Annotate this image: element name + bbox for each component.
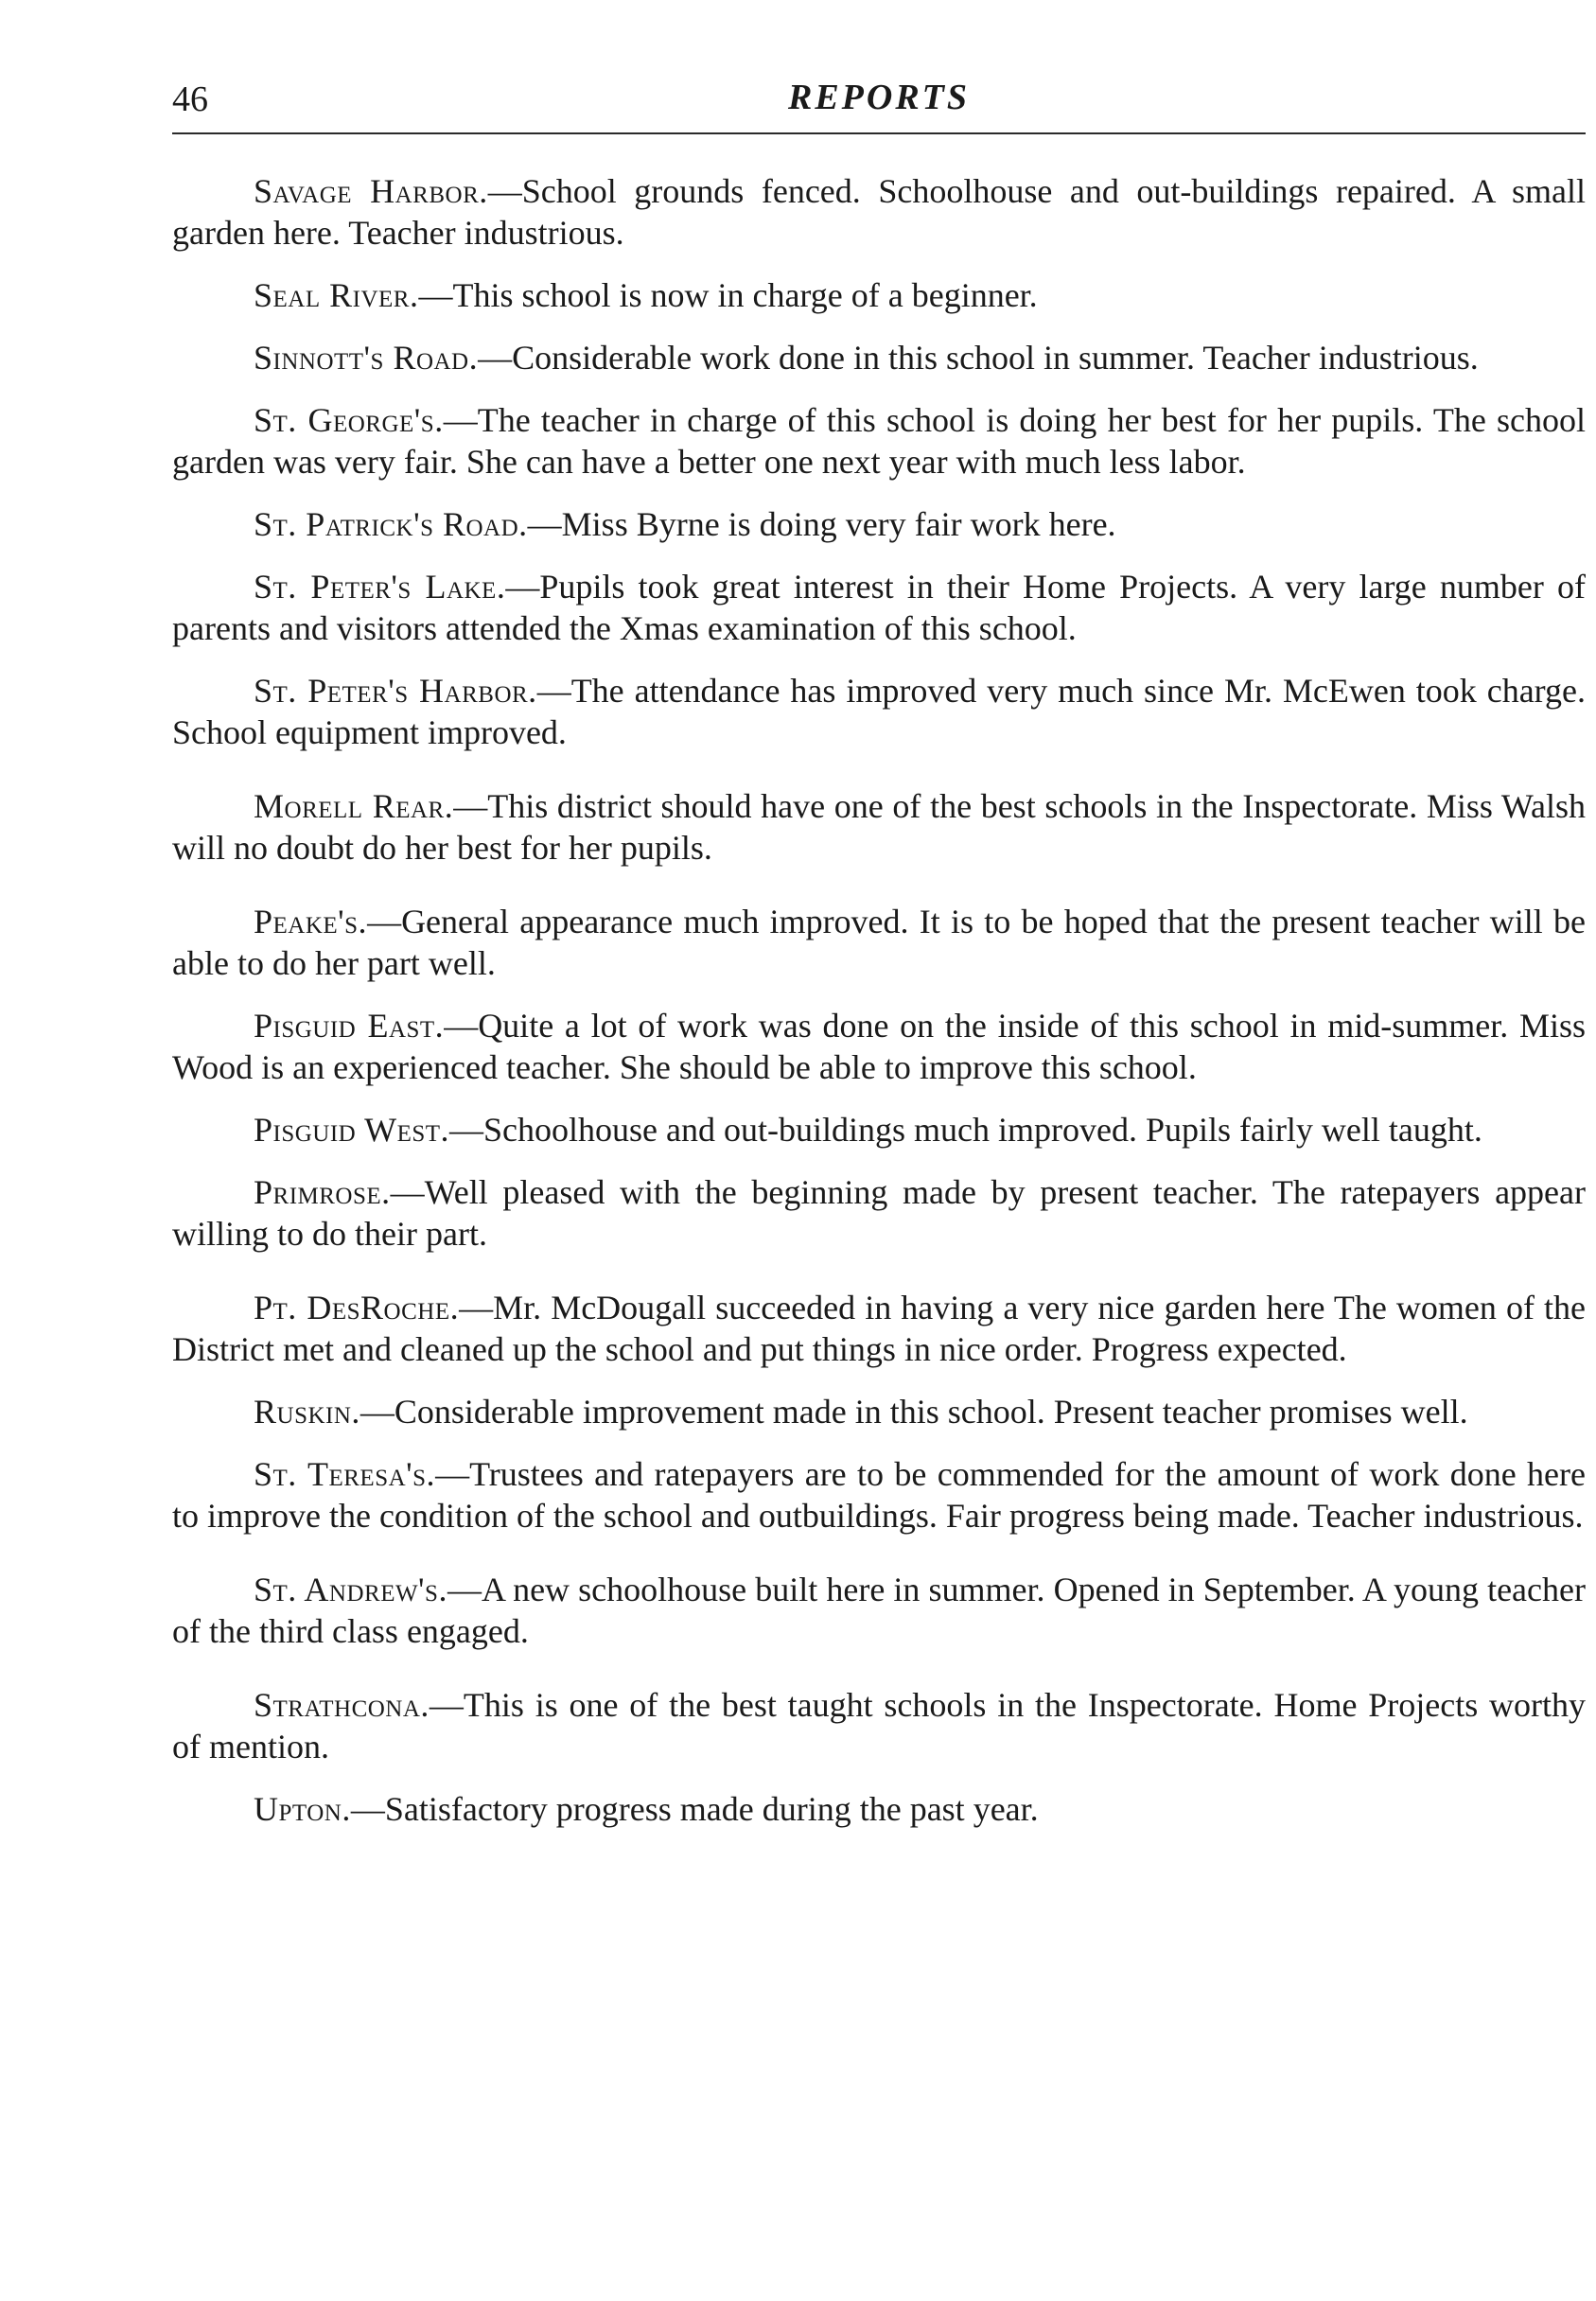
report-entry xyxy=(172,1788,1586,1830)
report-entry xyxy=(172,670,1586,753)
report-text: —Trustees and ratepayers are to be commended for the amount of work done here to improve the condition of the school and outbuildings. Fair progress being made. Teacher industrious. xyxy=(172,1455,1586,1535)
report-entry xyxy=(172,337,1586,378)
report-entry xyxy=(172,1569,1586,1652)
report-entry xyxy=(172,1171,1586,1255)
report-text: —Schoolhouse and out-buildings much improved. Pupils fairly well taught. xyxy=(449,1111,1482,1149)
school-name: Peake's. xyxy=(254,903,368,940)
school-name: Savage Harbor. xyxy=(254,172,488,210)
school-name: Pt. DesRoche. xyxy=(254,1289,460,1326)
report-text: —General appearance much improved. It is to be hoped that the present teacher will be able to do her part well. xyxy=(172,903,1586,982)
report-text: —Quite a lot of work was done on the inside of this school in mid-summer. Miss Wood is an experienced teacher. She should be able to improve this school. xyxy=(172,1007,1586,1086)
school-name: Primrose. xyxy=(254,1173,391,1211)
report-text: —This district should have one of the best schools in the Inspectorate. Miss Walsh will no doubt do her best for her pupils. xyxy=(172,787,1586,867)
school-name: St. Teresa's. xyxy=(254,1455,436,1493)
school-name: Seal River. xyxy=(254,276,419,314)
report-entry xyxy=(172,1109,1586,1150)
report-entry xyxy=(172,503,1586,545)
report-entry xyxy=(172,1453,1586,1537)
report-entry xyxy=(172,399,1586,483)
school-name: St. Patrick's Road. xyxy=(254,505,528,543)
report-entry xyxy=(172,1391,1586,1432)
school-name: Sinnott's Road. xyxy=(254,339,479,377)
school-name: St. George's. xyxy=(254,401,444,439)
report-entry xyxy=(172,170,1586,254)
school-name: St. Peter's Harbor. xyxy=(254,672,537,710)
page-header xyxy=(172,76,1586,134)
report-text: —School grounds fenced. Schoolhouse and out-buildings repaired. A small garden here. Teacher industrious. xyxy=(172,172,1586,252)
report-entry xyxy=(172,785,1586,869)
report-entry xyxy=(172,1684,1586,1767)
report-text: —Considerable work done in this school in summer. Teacher industrious. xyxy=(478,339,1479,377)
report-text: —Miss Byrne is doing very fair work here. xyxy=(527,505,1116,543)
report-entry xyxy=(172,274,1586,316)
report-text: —Pupils took great interest in their Home Projects. A very large number of parents and visitors attended the Xmas examination of this school. xyxy=(172,568,1587,647)
report-entry xyxy=(172,901,1586,984)
running-title: REPORTS xyxy=(787,78,971,117)
report-text: —Considerable improvement made in this school. Present teacher promises well. xyxy=(360,1393,1468,1431)
report-entry xyxy=(172,1005,1586,1088)
school-name: St. Peter's Lake. xyxy=(254,568,506,606)
school-name: Upton. xyxy=(254,1790,351,1828)
report-text: —Satisfactory progress made during the past year. xyxy=(350,1790,1039,1828)
school-name: St. Andrew's. xyxy=(254,1571,447,1608)
report-text: —The teacher in charge of this school is doing her best for her pupils. The school garden was very fair. She can have a better one next year with much less labor. xyxy=(172,401,1586,481)
report-entries xyxy=(172,170,1586,1830)
report-text: —This school is now in charge of a beginner. xyxy=(418,276,1038,314)
page-number: 46 xyxy=(172,79,208,119)
school-name: Pisguid East. xyxy=(254,1007,445,1045)
school-name: Morell Rear. xyxy=(254,787,454,825)
school-name: Pisguid West. xyxy=(254,1111,450,1149)
report-entry xyxy=(172,566,1586,649)
report-text: —The attendance has improved very much since Mr. McEwen took charge. School equipment improved. xyxy=(172,672,1586,751)
report-text: —A new schoolhouse built here in summer. Opened in September. A young teacher of the third class engaged. xyxy=(172,1571,1586,1650)
school-name: Strathcona. xyxy=(254,1686,430,1724)
report-text: —Well pleased with the beginning made by present teacher. The ratepayers appear willing to do their part. xyxy=(172,1173,1586,1253)
report-text: —This is one of the best taught schools in the Inspectorate. Home Projects worthy of mention. xyxy=(172,1686,1586,1765)
report-entry xyxy=(172,1287,1586,1370)
school-name: Ruskin. xyxy=(254,1393,360,1431)
report-page xyxy=(172,76,1586,1830)
report-text: —Mr. McDougall succeeded in having a very nice garden here The women of the District met and cleaned up the school and put things in nice order. Progress expected. xyxy=(172,1289,1586,1368)
